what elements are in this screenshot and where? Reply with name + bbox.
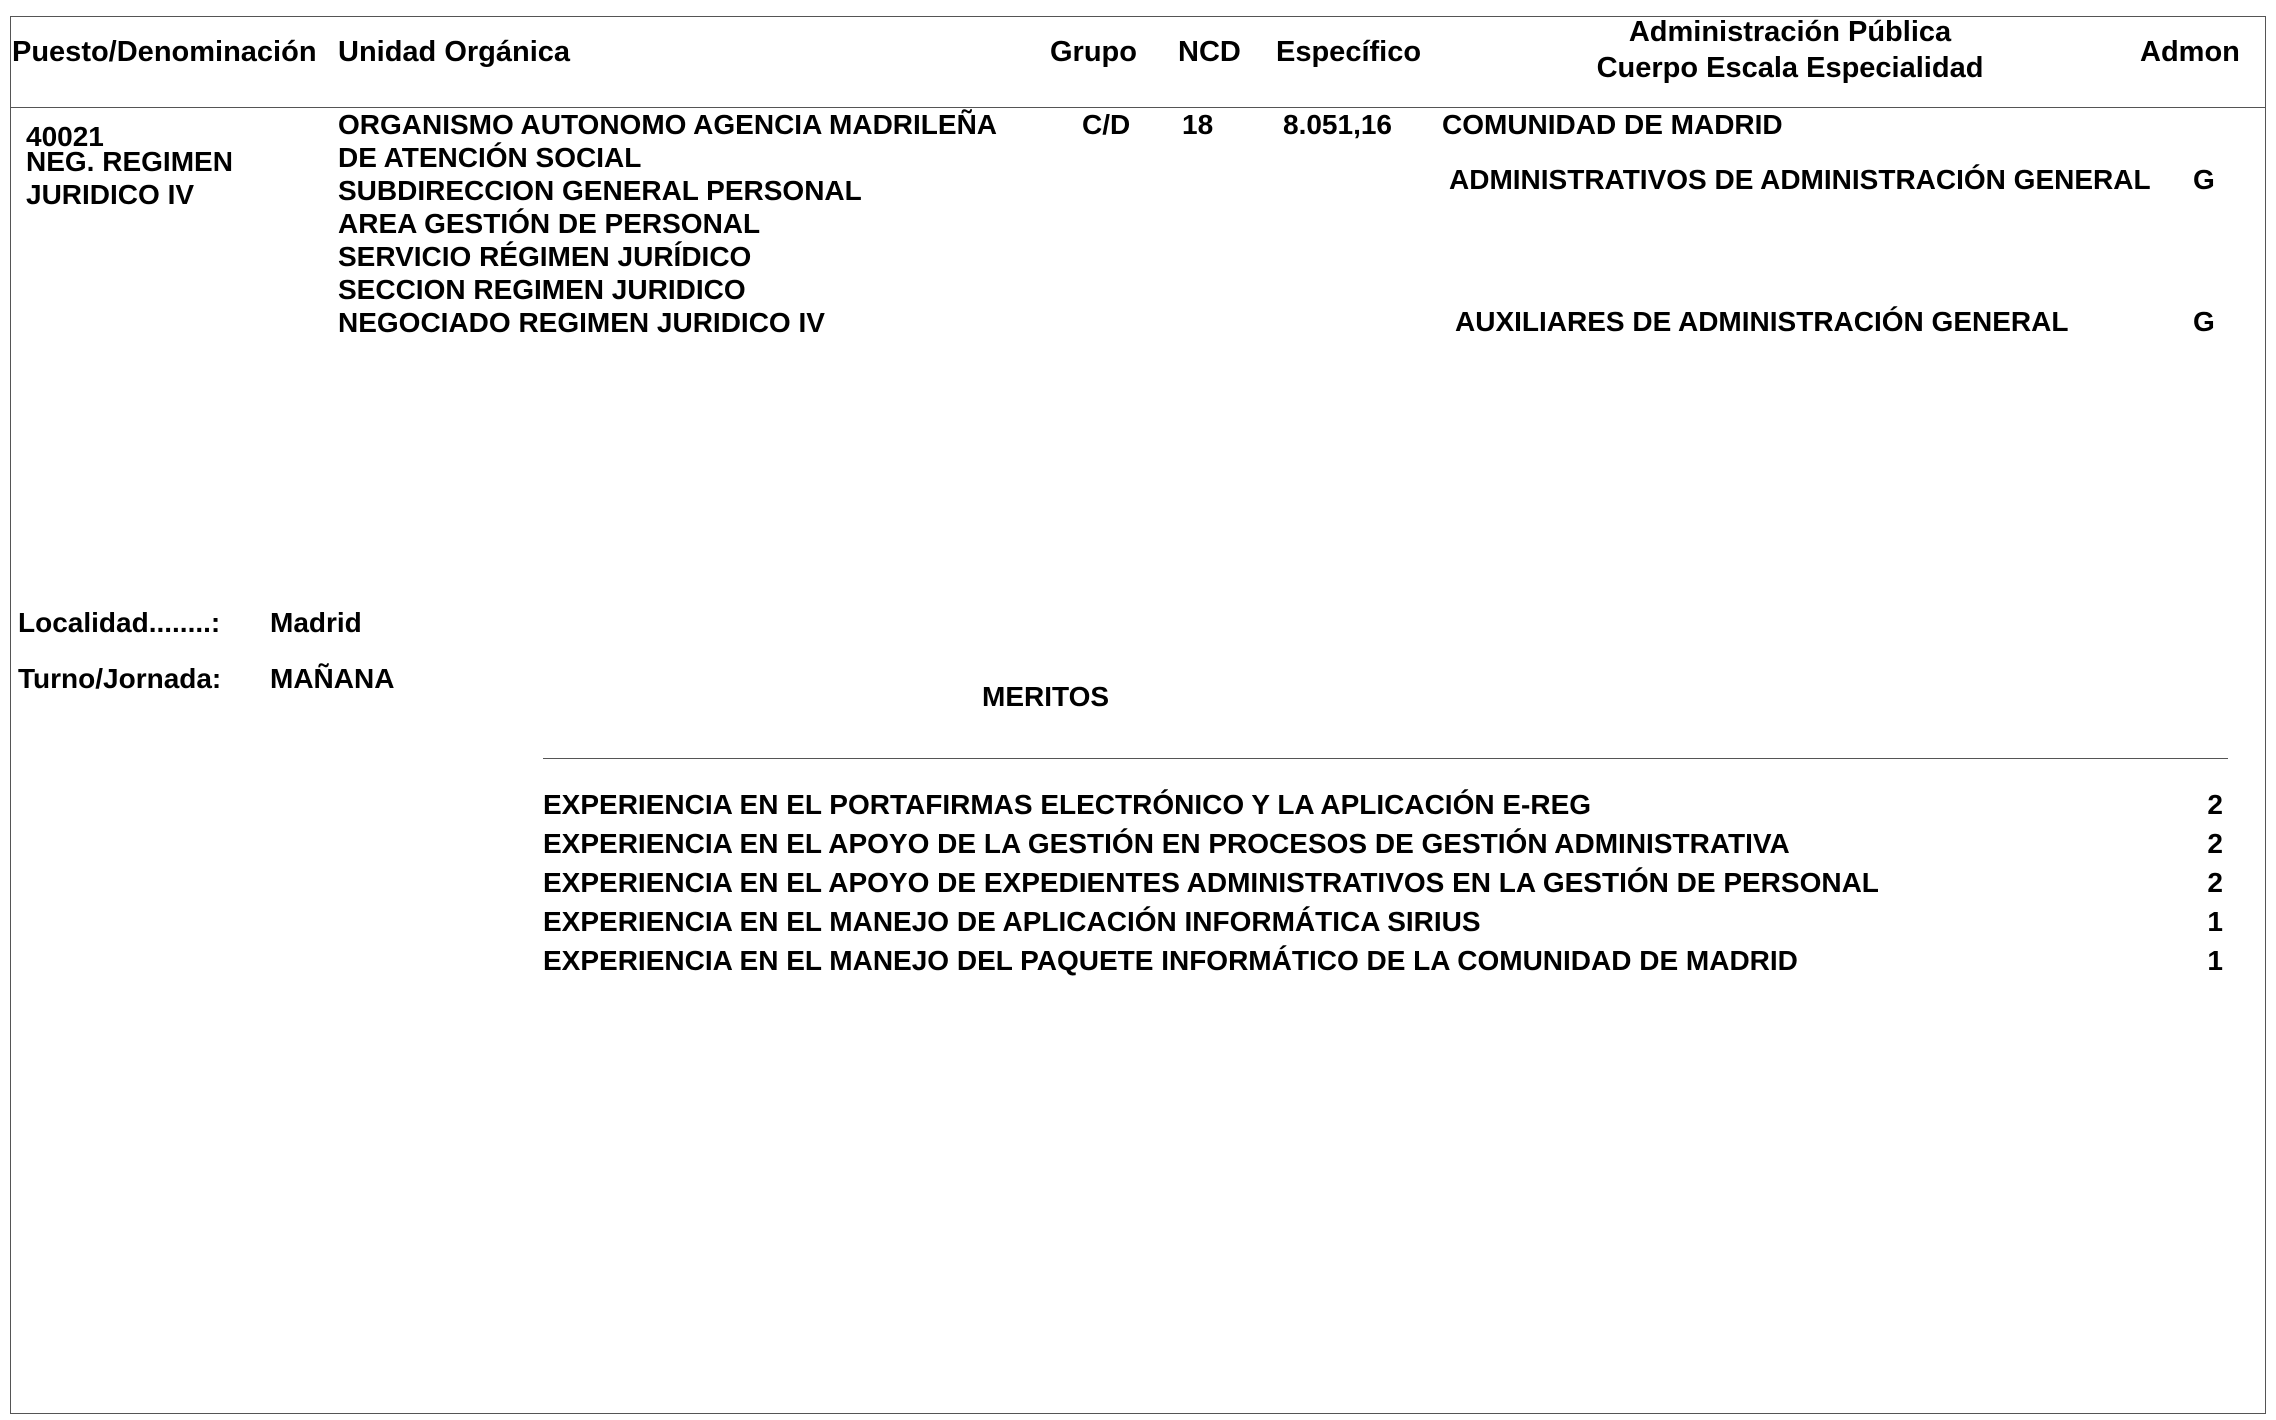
organic-unit-line: ORGANISMO AUTONOMO AGENCIA MADRILEÑA: [338, 109, 998, 140]
header-admon: Admon: [2140, 36, 2240, 68]
header-unidad: Unidad Orgánica: [338, 36, 571, 68]
cuerpo-admon: G: [2193, 306, 2215, 337]
organic-unit: [338, 108, 997, 339]
organic-unit-line: SERVICIO RÉGIMEN JURÍDICO: [338, 241, 752, 272]
cuerpo-name: ADMINISTRATIVOS DE ADMINISTRACIÓN GENERAL: [1449, 164, 2151, 195]
merit-text: EXPERIENCIA EN EL PORTAFIRMAS ELECTRÓNICO Y LA APLICACIÓN E-REG: [543, 789, 1592, 820]
merit-score: 2: [2207, 828, 2223, 859]
organic-unit-line: NEGOCIADO REGIMEN JURIDICO IV: [338, 307, 825, 338]
merit-text: EXPERIENCIA EN EL APOYO DE EXPEDIENTES ADMINISTRATIVOS EN LA GESTIÓN DE PERSONAL: [543, 867, 1879, 898]
merit-score: 1: [2207, 906, 2223, 937]
merit-row: [543, 785, 2223, 824]
merit-row: [543, 902, 2223, 941]
organic-unit-line: AREA GESTIÓN DE PERSONAL: [338, 208, 761, 239]
merit-row: [543, 941, 2223, 980]
position-administracion: COMUNIDAD DE MADRID: [1442, 109, 1783, 140]
cuerpo-name: AUXILIARES DE ADMINISTRACIÓN GENERAL: [1455, 306, 2069, 337]
merit-text: EXPERIENCIA EN EL APOYO DE LA GESTIÓN EN PROCESOS DE GESTIÓN ADMINISTRATIVA: [543, 828, 1790, 859]
header-puesto: Puesto/Denominación: [12, 36, 317, 68]
position-especifico: 8.051,16: [1283, 109, 1392, 140]
header-admin-publica: Administración Pública: [1628, 16, 1952, 48]
localidad-label: Localidad........:: [18, 607, 221, 638]
localidad-value: Madrid: [270, 607, 362, 638]
position-code: 40021: [26, 121, 104, 152]
header-grupo: Grupo: [1050, 36, 1137, 68]
meritos-title: MERITOS: [982, 681, 1110, 712]
meritos-divider: [543, 758, 2228, 759]
organic-unit-line: DE ATENCIÓN SOCIAL: [338, 142, 642, 173]
position-grupo: C/D: [1082, 109, 1131, 140]
turno-value: MAÑANA: [270, 663, 395, 694]
header-cuerpo-escala: Cuerpo Escala Especialidad: [1596, 52, 1984, 84]
organic-unit-line: SUBDIRECCION GENERAL PERSONAL: [338, 175, 862, 206]
header-especifico: Específico: [1276, 36, 1422, 68]
position-name-line2: JURIDICO IV: [26, 179, 195, 210]
merit-text: EXPERIENCIA EN EL MANEJO DEL PAQUETE INFORMÁTICO DE LA COMUNIDAD DE MADRID: [543, 945, 1798, 976]
turno-label: Turno/Jornada:: [18, 663, 222, 694]
merit-row: [543, 824, 2223, 863]
merit-score: 2: [2207, 867, 2223, 898]
organic-unit-line: SECCION REGIMEN JURIDICO: [338, 274, 746, 305]
merit-text: EXPERIENCIA EN EL MANEJO DE APLICACIÓN INFORMÁTICA SIRIUS: [543, 906, 1481, 937]
position-ncd: 18: [1182, 109, 1214, 140]
header-ncd: NCD: [1178, 36, 1241, 68]
cuerpo-admon: G: [2193, 164, 2215, 195]
merit-score: 2: [2207, 789, 2223, 820]
merit-row: [543, 863, 2223, 902]
merit-score: 1: [2207, 945, 2223, 976]
position-name-line1: NEG. REGIMEN: [26, 146, 233, 177]
